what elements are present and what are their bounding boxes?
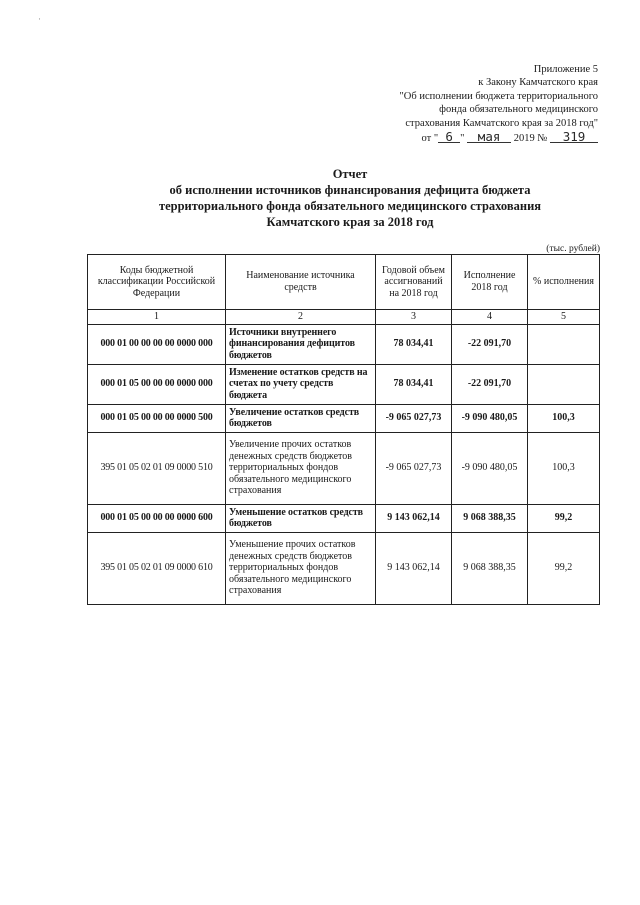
row-code: 000 01 05 00 00 00 0000 500 [88,404,226,432]
row-name: Изменение остатков средств на счетах по учету средств бюджета [226,364,376,404]
date-month: мая [467,131,511,143]
row-code: 000 01 00 00 00 00 0000 000 [88,324,226,364]
row-percent: 100,3 [528,432,600,504]
row-name: Уменьшение остатков средств бюджетов [226,504,376,532]
subtitle-line: об исполнении источников финансирования дефицита бюджета [169,183,531,197]
row-name: Уменьшение прочих остатков денежных средств бюджетов территориальных фондов обязательного медицинского страхования [226,532,376,604]
row-plan: -9 065 027,73 [376,404,452,432]
report-title: Отчет [332,167,368,181]
row-plan: -9 065 027,73 [376,432,452,504]
appendix-line: страхования Камчатского края за 2018 год" [405,117,598,129]
scan-mark: · [38,14,41,24]
row-percent: 100,3 [528,404,600,432]
header-annual-plan: Годовой объем ассигнований на 2018 год [376,255,452,310]
date-year: 2019 № [513,133,548,145]
row-plan: 78 034,41 [376,364,452,404]
table-row [88,432,600,504]
row-execution: -22 091,70 [452,364,528,404]
column-number-row [88,310,600,325]
header-source-name: Наименование источника средств [226,255,376,310]
date-quote: " [460,133,465,145]
column-number: 2 [226,310,376,325]
row-name: Увеличение остатков средств бюджетов [226,404,376,432]
header-execution: Исполнение 2018 год [452,255,528,310]
column-number: 4 [452,310,528,325]
row-execution: -9 090 480,05 [452,432,528,504]
row-plan: 9 143 062,14 [376,504,452,532]
appendix-line: фонда обязательного медицинского [439,104,598,116]
appendix-line: к Закону Камчатского края [478,77,598,89]
table-row [88,364,600,404]
row-execution: -22 091,70 [452,324,528,364]
header-percent: % исполнения [528,255,600,310]
table-header-row [88,255,600,310]
law-date-line [399,131,598,145]
row-percent: 99,2 [528,532,600,604]
report-table [87,254,600,605]
row-execution: -9 090 480,05 [452,404,528,432]
appendix-block [399,63,598,145]
units-label: (тыс. рублей) [546,244,600,254]
table-row [88,532,600,604]
column-number: 3 [376,310,452,325]
date-prefix: от " [421,133,439,145]
row-percent [528,324,600,364]
row-name: Источники внутреннего финансирования дефицитов бюджетов [226,324,376,364]
row-percent [528,364,600,404]
appendix-line: Приложение 5 [533,64,598,75]
row-plan: 78 034,41 [376,324,452,364]
row-plan: 9 143 062,14 [376,532,452,604]
law-number: 319 [550,131,598,143]
row-code: 395 01 05 02 01 09 0000 510 [88,432,226,504]
row-execution: 9 068 388,35 [452,504,528,532]
column-number: 1 [88,310,226,325]
row-name: Увеличение прочих остатков денежных средств бюджетов территориальных фондов обязательного медицинского страхования [226,432,376,504]
date-day: 6 [438,131,460,143]
row-code: 000 01 05 00 00 00 0000 600 [88,504,226,532]
appendix-line: "Об исполнении бюджета территориального [399,90,598,102]
row-code: 000 01 05 00 00 00 0000 000 [88,364,226,404]
row-execution: 9 068 388,35 [452,532,528,604]
subtitle-line: территориального фонда обязательного медицинского страхования [158,199,542,213]
row-code: 395 01 05 02 01 09 0000 610 [88,532,226,604]
header-codes: Коды бюджетной классификации Российской Федерации [88,255,226,310]
column-number: 5 [528,310,600,325]
table-row [88,504,600,532]
subtitle-line: Камчатского края за 2018 год [266,215,434,229]
row-percent: 99,2 [528,504,600,532]
table-row [88,324,600,364]
report-subtitle [120,182,580,230]
table-row [88,404,600,432]
